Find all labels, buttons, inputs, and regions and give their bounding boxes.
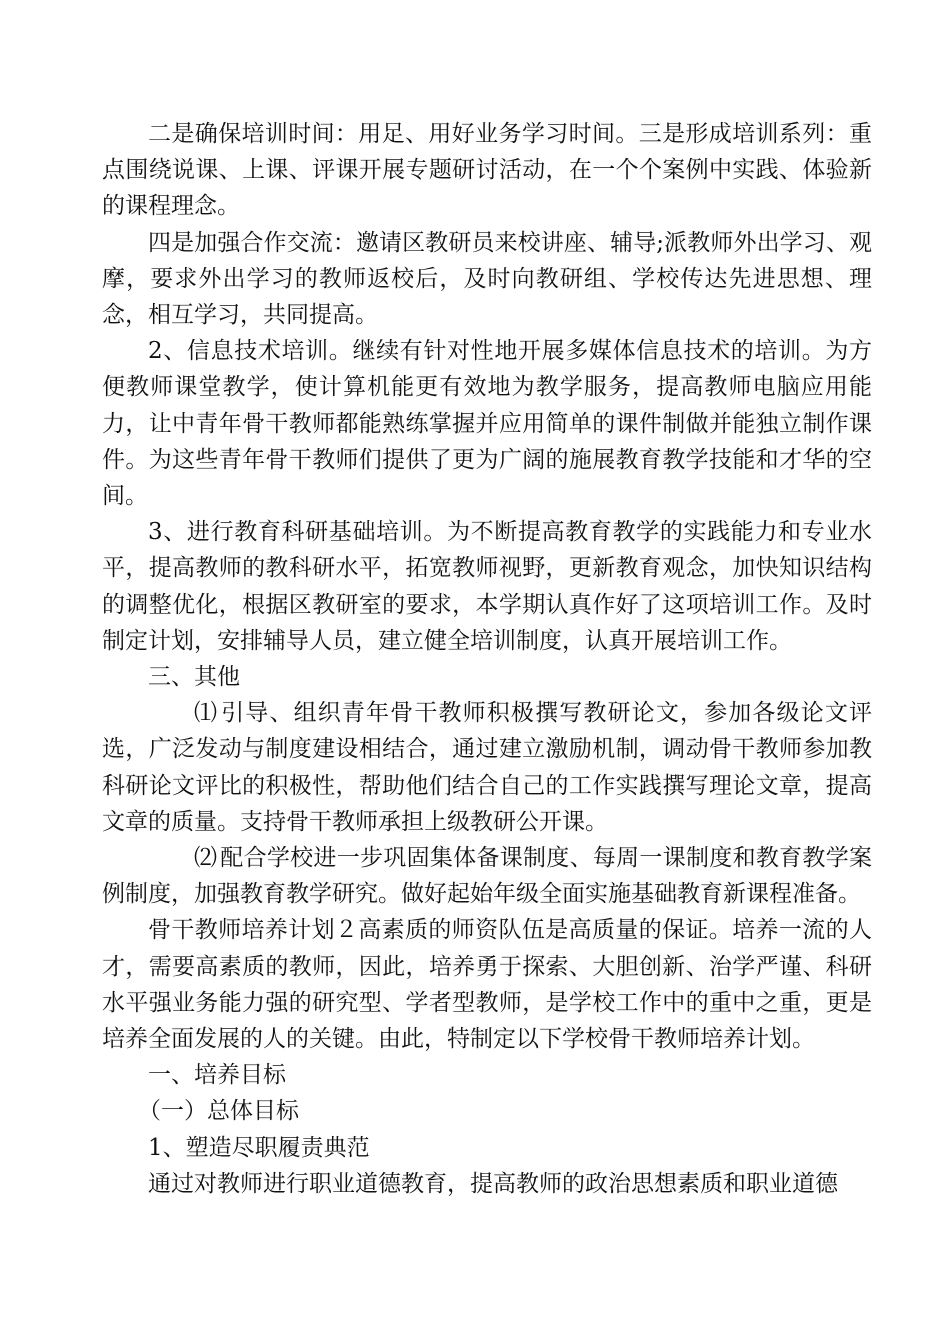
subsection-heading-overall: （一）总体目标: [138, 1098, 299, 1125]
paragraph-plan-intro: 骨干教师培养计划２高素质的师资队伍是高质量的保证。培养一流的人才，需要高素质的教师，因此，培养勇于探索、大胆创新、治学严谨、科研水平强业务能力强的研究型、学者型教师，是学校工作中的重中之重，更是培养全面发展的人的关键。由此，特制定以下学校骨干教师培养计划。: [102, 917, 872, 1053]
section-heading-other: 三、其他: [148, 664, 240, 691]
document-body: [102, 116, 872, 1202]
list-item: [102, 695, 872, 840]
paragraph-research-training: 3、进行教育科研基础培训。为不断提高教育教学的实践能力和专业水平，提高教师的教科研水平，拓宽教师视野，更新教育观念，加快知识结构的调整优化，根据区教研室的要求，本学期认真作好了这项培训工作。及时制定计划，安排辅导人员，建立健全培训制度，认真开展培训工作。: [102, 519, 872, 654]
list-item-number: ⑴: [194, 700, 217, 727]
list-item-text: 配合学校进一步巩固集体备课制度、每周一课制度和教育教学案例制度，加强教育教学研究。做好起始年级全面实施基础教育新课程准备。: [102, 845, 872, 908]
list-item-text: 引导、组织青年骨干教师积极撰写教研论文，参加各级论文评选，广泛发动与制度建设相结合，通过建立激励机制，调动骨干教师参加教科研论文评比的积极性，帮助他们结合自己的工作实践撰写理论文章，提高文章的质量。支持骨干教师承担上级教研公开课。: [102, 700, 872, 835]
paragraph-ethics: 通过对教师进行职业道德教育，提高教师的政治思想素质和职业道德: [148, 1170, 838, 1197]
paragraph-it-training: 2、信息技术培训。继续有针对性地开展多媒体信息技术的培训。为方便教师课堂教学，使计算机能更有效地为教学服务，提高教师电脑应用能力，让中青年骨干教师都能熟练掌握并应用简单的课件制做并能独立制作课件。为这些青年骨干教师们提供了更为广阔的施展教育教学技能和才华的空间。: [102, 338, 872, 510]
section-heading-goals: 一、培养目标: [148, 1062, 286, 1089]
subsection-heading-model: 1、塑造尽职履责典范: [148, 1134, 370, 1161]
list-item: [102, 840, 872, 912]
paragraph-training-time: 二是确保培训时间：用足、用好业务学习时间。三是形成培训系列：重点围绕说课、上课、评课开展专题研讨活动，在一个个案例中实践、体验新的课程理念。: [102, 121, 872, 220]
paragraph-cooperation: 四是加强合作交流：邀请区教研员来校讲座、辅导;派教师外出学习、观摩，要求外出学习的教师返校后，及时向教研组、学校传达先进思想、理念，相互学习，共同提高。: [102, 229, 872, 329]
list-item-number: ⑵: [194, 845, 217, 872]
